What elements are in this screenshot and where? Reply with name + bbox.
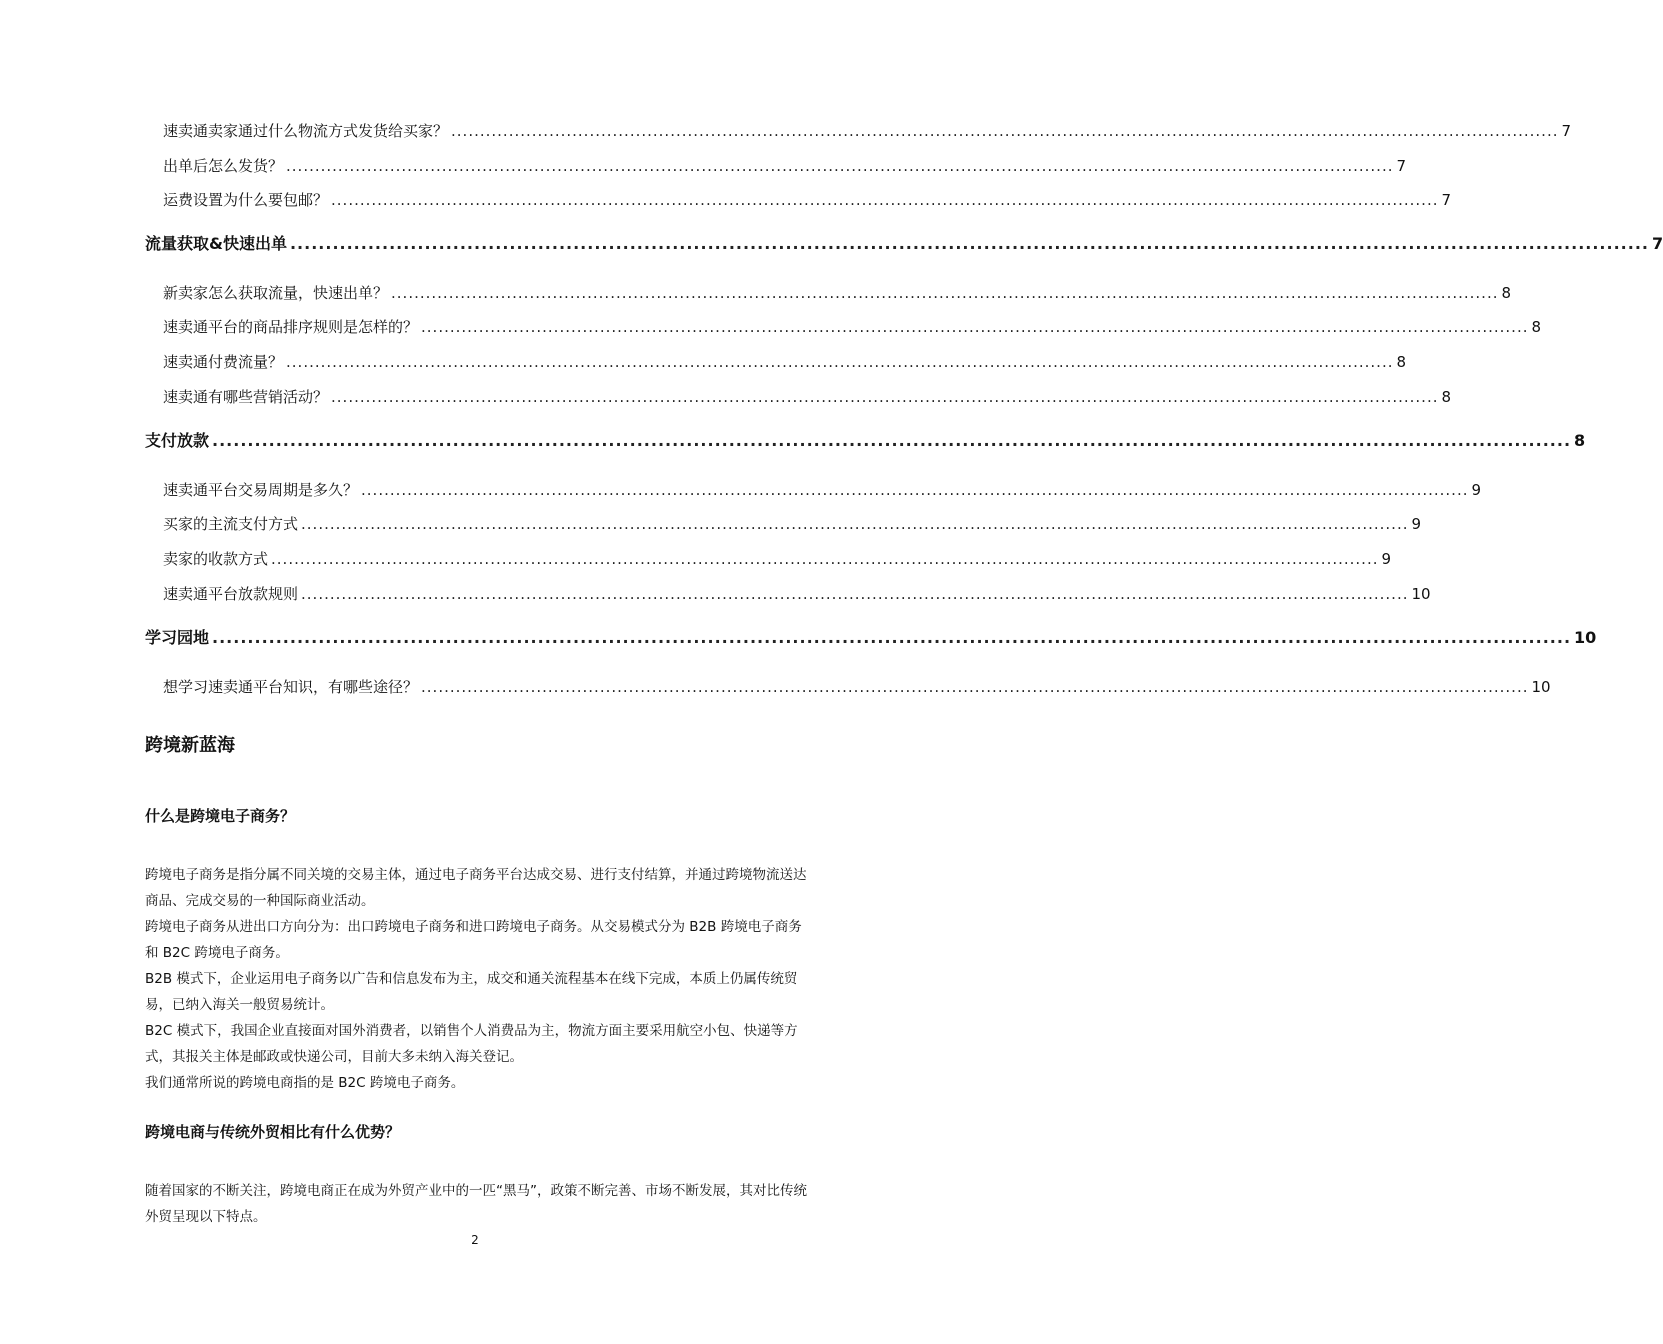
toc-entry-label: 想学习速卖通平台知识，有哪些途径？ — [163, 678, 419, 696]
toc-entry[interactable] — [163, 316, 1542, 336]
toc-entry-label: 新卖家怎么获取流量，快速出单？ — [163, 284, 389, 302]
toc-entry-label: 卖家的收款方式 — [163, 550, 269, 568]
toc-entry-page: 8 — [1501, 284, 1512, 302]
toc-entry[interactable] — [163, 189, 1452, 209]
toc-entry[interactable] — [163, 513, 1422, 533]
toc-leader-dots: ................................................................................................................................................................................................ — [421, 318, 1529, 336]
toc-entry-label: 买家的主流支付方式 — [163, 515, 299, 533]
toc-section-label: 支付放款 — [145, 431, 210, 450]
toc-entry-page: 9 — [1411, 515, 1422, 533]
toc-leader-dots: ................................................................................................................................................................................................ — [286, 353, 1394, 371]
paragraph: 跨境电子商务是指分属不同关境的交易主体，通过电子商务平台达成交易、进行支付结算，并通过跨境物流送达商品、完成交易的一种国际商业活动。 — [145, 867, 807, 909]
toc-entry-label: 速卖通平台交易周期是多久？ — [163, 481, 359, 499]
toc-entry-label: 速卖通平台的商品排序规则是怎样的？ — [163, 318, 419, 336]
toc-leader-dots: ................................................................................................................................................................................................ — [331, 191, 1439, 209]
toc-entry[interactable] — [163, 386, 1452, 406]
paragraph: B2C 模式下，我国企业直接面对国外消费者，以销售个人消费品为主，物流方面主要采用航空小包、快递等方式，其报关主体是邮政或快递公司，目前大多未纳入海关登记。 — [145, 1023, 798, 1065]
q2-body — [145, 1178, 807, 1230]
section-title: 跨境新蓝海 — [145, 735, 235, 756]
toc-entry-label: 运费设置为什么要包邮？ — [163, 191, 329, 209]
toc-entry-label: 速卖通平台放款规则 — [163, 585, 299, 603]
toc-entry[interactable] — [163, 155, 1407, 175]
toc-leader-dots: ................................................................................................................................................................................................ — [361, 481, 1469, 499]
toc-section-entry[interactable] — [145, 428, 1586, 450]
toc-entry-label: 出单后怎么发货？ — [163, 157, 284, 175]
toc-section-entry[interactable] — [145, 625, 1597, 647]
toc-entry-label: 速卖通付费流量？ — [163, 353, 284, 371]
paragraph: B2B 模式下，企业运用电子商务以广告和信息发布为主，成交和通关流程基本在线下完成，本质上仍属传统贸易，已纳入海关一般贸易统计。 — [145, 971, 798, 1013]
toc-entry[interactable] — [163, 548, 1392, 568]
toc-entry-page: 8 — [1441, 388, 1452, 406]
toc-leader-dots: ................................................................................................................................................................................................ — [331, 388, 1439, 406]
toc-entry[interactable] — [163, 676, 1551, 696]
toc-section-page: 10 — [1574, 628, 1597, 647]
toc-entry-page: 10 — [1411, 585, 1431, 603]
paragraph: 我们通常所说的跨境电商指的是 B2C 跨境电子商务。 — [145, 1075, 465, 1091]
toc-leader-dots: ................................................................................................................................................................................................ — [212, 628, 1572, 647]
toc-section-label: 学习园地 — [145, 628, 210, 647]
toc-section-label: 流量获取&快速出单 — [145, 234, 287, 253]
toc-leader-dots: ................................................................................................................................................................................................ — [212, 431, 1572, 450]
toc-leader-dots: ................................................................................................................................................................................................ — [286, 157, 1394, 175]
toc-entry-page: 7 — [1561, 122, 1572, 140]
paragraph: 随着国家的不断关注，跨境电商正在成为外贸产业中的一匹“黑马”，政策不断完善、市场不断发展，其对比传统外贸呈现以下特点。 — [145, 1183, 807, 1225]
toc-leader-dots: ................................................................................................................................................................................................ — [421, 678, 1529, 696]
q1-body — [145, 862, 807, 1096]
toc-entry-page: 8 — [1531, 318, 1542, 336]
page-number: 2 — [471, 1233, 479, 1247]
q2-heading: 跨境电商与传统外贸相比有什么优势？ — [145, 1123, 401, 1141]
toc-leader-dots: ................................................................................................................................................................................................ — [271, 550, 1379, 568]
toc-leader-dots: ................................................................................................................................................................................................ — [289, 234, 1649, 253]
toc-entry[interactable] — [163, 282, 1512, 302]
toc-entry[interactable] — [163, 120, 1572, 140]
toc-leader-dots: ................................................................................................................................................................................................ — [391, 284, 1499, 302]
toc-entry-page: 9 — [1471, 481, 1482, 499]
toc-entry-page: 8 — [1396, 353, 1407, 371]
toc-leader-dots: ................................................................................................................................................................................................ — [301, 585, 1409, 603]
paragraph: 跨境电子商务从进出口方向分为：出口跨境电子商务和进口跨境电子商务。从交易模式分为 B2B 跨境电子商务和 B2C 跨境电子商务。 — [145, 919, 802, 961]
toc-entry-label: 速卖通卖家通过什么物流方式发货给买家？ — [163, 122, 449, 140]
toc-section-page: 7 — [1651, 234, 1663, 253]
toc-entry-page: 9 — [1381, 550, 1392, 568]
toc-entry-page: 7 — [1441, 191, 1452, 209]
toc-section-entry[interactable] — [145, 231, 1663, 253]
toc-entry[interactable] — [163, 351, 1407, 371]
q1-heading: 什么是跨境电子商务？ — [145, 807, 296, 825]
toc-entry-page: 10 — [1531, 678, 1551, 696]
toc-leader-dots: ................................................................................................................................................................................................ — [451, 122, 1559, 140]
toc-entry[interactable] — [163, 479, 1482, 499]
toc-section-page: 8 — [1574, 431, 1586, 450]
toc-entry[interactable] — [163, 583, 1431, 603]
toc-entry-page: 7 — [1396, 157, 1407, 175]
toc-leader-dots: ................................................................................................................................................................................................ — [301, 515, 1409, 533]
toc-entry-label: 速卖通有哪些营销活动？ — [163, 388, 329, 406]
